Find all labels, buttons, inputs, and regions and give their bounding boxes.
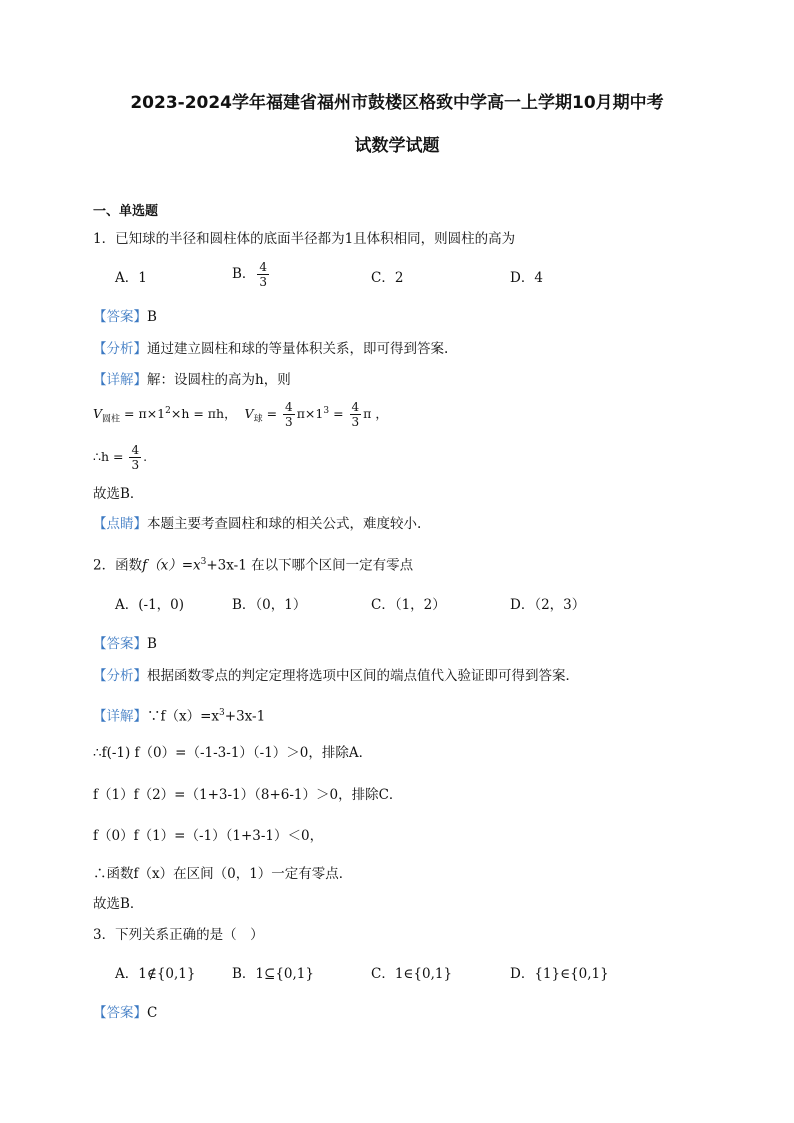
formula-part: ×h = πh， bbox=[170, 406, 237, 421]
answer-value: B bbox=[147, 636, 157, 652]
formula-part: = π×1 bbox=[124, 406, 166, 421]
q1-therefore bbox=[93, 443, 147, 472]
q2-step-1: ∴f(-1) f（0）=（-1-3-1）（-1）＞0，排除A． bbox=[93, 745, 373, 761]
detail-text: 解：设圆柱的高为h，则 bbox=[147, 372, 291, 388]
fraction-numerator: 4 bbox=[131, 443, 140, 457]
therefore-end: . bbox=[143, 449, 148, 464]
q1-detail bbox=[93, 370, 291, 390]
q2-option-b: B．（0，1） bbox=[232, 597, 307, 613]
formula-sub-cylinder: 圆柱 bbox=[102, 414, 121, 425]
formula-sub-sphere: 球 bbox=[253, 414, 263, 425]
q2-stem-function: f（x）=x bbox=[142, 557, 201, 574]
formula-part: π×1 bbox=[296, 406, 324, 421]
q2-option-d: D．（2，3） bbox=[510, 597, 586, 613]
answer-tag: 【答案】 bbox=[93, 1005, 147, 1021]
analysis-text: 通过建立圆柱和球的等量体积关系，即可得到答案. bbox=[147, 341, 449, 357]
section-heading: 一、单选题 bbox=[93, 204, 159, 219]
document-title-line-2: 试数学试题 bbox=[354, 136, 440, 156]
q1-option-d: D．4 bbox=[510, 270, 543, 286]
q2-detail bbox=[93, 703, 265, 727]
q2-step-3: f（0）f（1）=（-1）（1+3-1）＜0， bbox=[93, 828, 324, 844]
q3-answer bbox=[93, 1003, 157, 1023]
q1-comment bbox=[93, 514, 421, 534]
q1-answer bbox=[93, 307, 157, 327]
therefore-text: ∴h = bbox=[93, 449, 124, 464]
question-2-stem bbox=[93, 552, 413, 576]
question-1-stem: 1．已知球的半径和圆柱体的底面半径都为1且体积相同，则圆柱的高为 bbox=[93, 231, 516, 247]
q2-analysis bbox=[93, 666, 579, 686]
q2-step-4: ∴函数f（x）在区间（0，1）一定有零点． bbox=[93, 866, 353, 882]
q1-option-b-fraction bbox=[257, 260, 269, 289]
detail-function: ∵f（x）=x bbox=[147, 708, 220, 725]
formula-exp-2: 2 bbox=[165, 405, 171, 416]
q2-option-a: A．(-1，0) bbox=[115, 597, 185, 613]
formula-fraction bbox=[350, 400, 362, 429]
formula-part: = bbox=[333, 406, 344, 421]
detail-tag: 【详解】 bbox=[93, 708, 147, 725]
fraction-numerator: 4 bbox=[351, 400, 360, 414]
fraction-denominator: 3 bbox=[351, 415, 360, 429]
analysis-tag: 【分析】 bbox=[93, 341, 147, 357]
q3-option-d: D．{1}∈{0,1} bbox=[510, 966, 609, 982]
document-title-line-1: 2023-2024学年福建省福州市鼓楼区格致中学高一上学期10月期中考 bbox=[130, 93, 664, 113]
comment-text: 本题主要考查圆柱和球的相关公式，难度较小. bbox=[147, 516, 422, 532]
q1-volume-formula: $V_{圆柱} = \pi\times 1^2\times h = \pi h$， $V_球$ = $\frac{4}{3}$ $\pi\times 1^3$ = $\frac{4}{3}$ π ， bbox=[93, 400, 388, 429]
answer-value: C bbox=[147, 1005, 158, 1021]
answer-value: B bbox=[147, 309, 157, 325]
analysis-tag: 【分析】 bbox=[93, 668, 147, 684]
q2-stem-exponent: 3 bbox=[200, 557, 207, 567]
q2-stem-prefix: 2．函数 bbox=[93, 557, 143, 574]
q3-option-a: A．1∉{0,1} bbox=[115, 966, 196, 982]
fraction-denominator: 3 bbox=[131, 458, 140, 472]
q2-step-2: f（1）f（2）=（1+3-1）（8+6-1）＞0，排除C． bbox=[93, 787, 403, 803]
formula-exp-3: 3 bbox=[323, 405, 330, 416]
q1-option-b-prefix: B． bbox=[232, 266, 256, 282]
formula-part: = bbox=[266, 406, 278, 421]
q3-option-b: B．1⊆{0,1} bbox=[232, 966, 314, 982]
q2-stem-suffix: +3x-1 在以下哪个区间一定有零点 bbox=[206, 557, 414, 574]
comment-tag: 【点睛】 bbox=[93, 516, 147, 532]
detail-tag: 【详解】 bbox=[93, 372, 147, 388]
q1-analysis bbox=[93, 339, 448, 359]
formula-part: π ， bbox=[363, 406, 388, 421]
q2-answer bbox=[93, 634, 157, 654]
question-3-stem: 3．下列关系正确的是（ ） bbox=[93, 927, 264, 943]
q1-option-c: C．2 bbox=[371, 270, 404, 286]
fraction-numerator: 4 bbox=[285, 400, 293, 414]
q2-option-c: C．（1，2） bbox=[371, 597, 446, 613]
analysis-text: 根据函数零点的判定定理将选项中区间的端点值代入验证即可得到答案． bbox=[147, 668, 579, 684]
detail-exponent: 3 bbox=[219, 708, 225, 718]
q1-choose: 故选B． bbox=[93, 486, 144, 502]
q1-option-a: A．1 bbox=[115, 270, 147, 286]
fraction-denominator: 3 bbox=[285, 415, 293, 429]
q1-option-b bbox=[232, 260, 271, 289]
fraction-numerator: 4 bbox=[259, 260, 268, 274]
answer-tag: 【答案】 bbox=[93, 636, 147, 652]
therefore-fraction bbox=[129, 443, 141, 472]
q3-option-c: C．1∈{0,1} bbox=[371, 966, 453, 982]
formula-fraction bbox=[283, 400, 295, 429]
q2-choose: 故选B． bbox=[93, 896, 144, 912]
answer-tag: 【答案】 bbox=[93, 309, 147, 325]
detail-function-tail: +3x-1 bbox=[224, 708, 266, 725]
fraction-denominator: 3 bbox=[259, 275, 268, 289]
